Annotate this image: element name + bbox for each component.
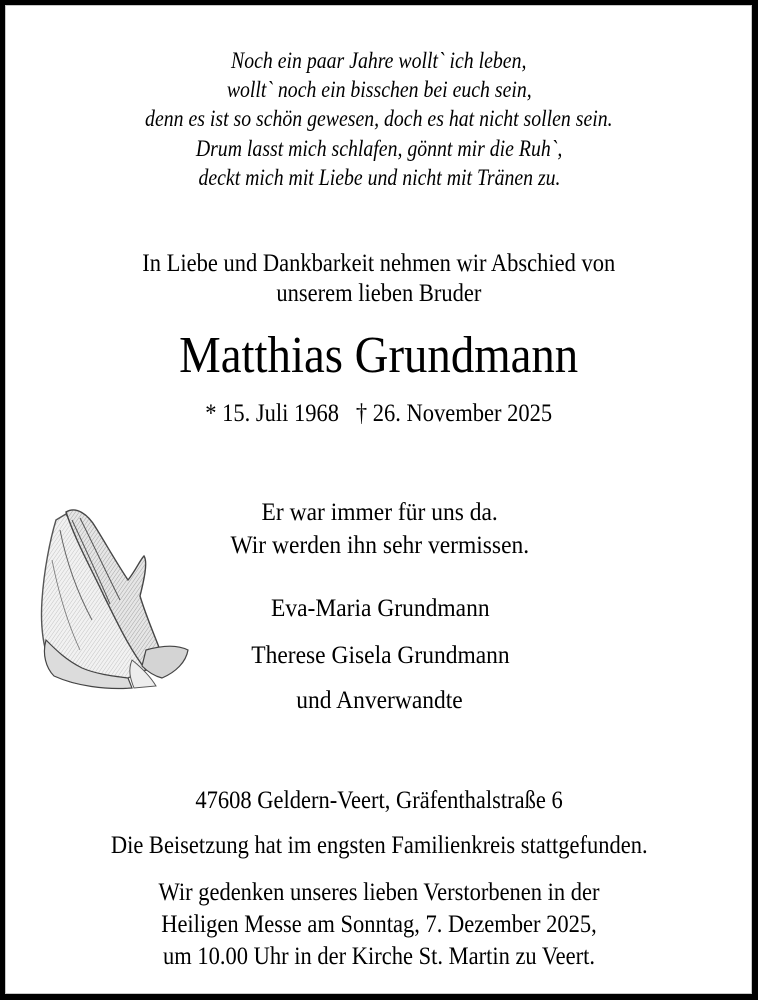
message-line: Er war immer für uns da. — [261, 499, 499, 526]
intro-line: unserem lieben Bruder — [276, 280, 482, 307]
mourner-name: und Anverwandte — [296, 687, 464, 714]
birth-date: * 15. Juli 1968 — [205, 400, 340, 427]
deceased-name: Matthias Grundmann — [179, 327, 579, 384]
poem-line: denn es ist so schön gewesen, doch es hat nicht sollen sein. — [145, 106, 613, 131]
mourner-name: Eva-Maria Grundmann — [270, 595, 490, 622]
poem-line: Noch ein paar Jahre wollt` ich leben, — [231, 48, 527, 73]
memorial-line: Heiligen Messe am Sonntag, 7. Dezember 2025, — [161, 911, 597, 938]
poem-line: wollt` noch ein bisschen bei euch sein, — [226, 77, 532, 102]
memorial-line: Wir gedenken unseres lieben Verstorbenen in der — [158, 879, 600, 906]
intro-line: In Liebe und Dankbarkeit nehmen wir Abschied von — [142, 250, 616, 277]
death-date: † 26. November 2025 — [356, 400, 553, 427]
address: 47608 Geldern-Veert, Gräfenthalstraße 6 — [195, 787, 563, 814]
memorial-line: um 10.00 Uhr in der Kirche St. Martin zu Veert. — [163, 943, 595, 970]
mourner-name: Therese Gisela Grundmann — [250, 642, 510, 669]
poem-line: Drum lasst mich schlafen, gönnt mir die Ruh`, — [195, 136, 563, 161]
burial-note: Die Beisetzung hat im engsten Familienkreis stattgefunden. — [110, 832, 648, 859]
poem-line: deckt mich mit Liebe und nicht mit Tränen zu. — [197, 165, 561, 190]
life-dates — [0, 401, 758, 426]
message-line: Wir werden ihn sehr vermissen. — [230, 532, 530, 559]
